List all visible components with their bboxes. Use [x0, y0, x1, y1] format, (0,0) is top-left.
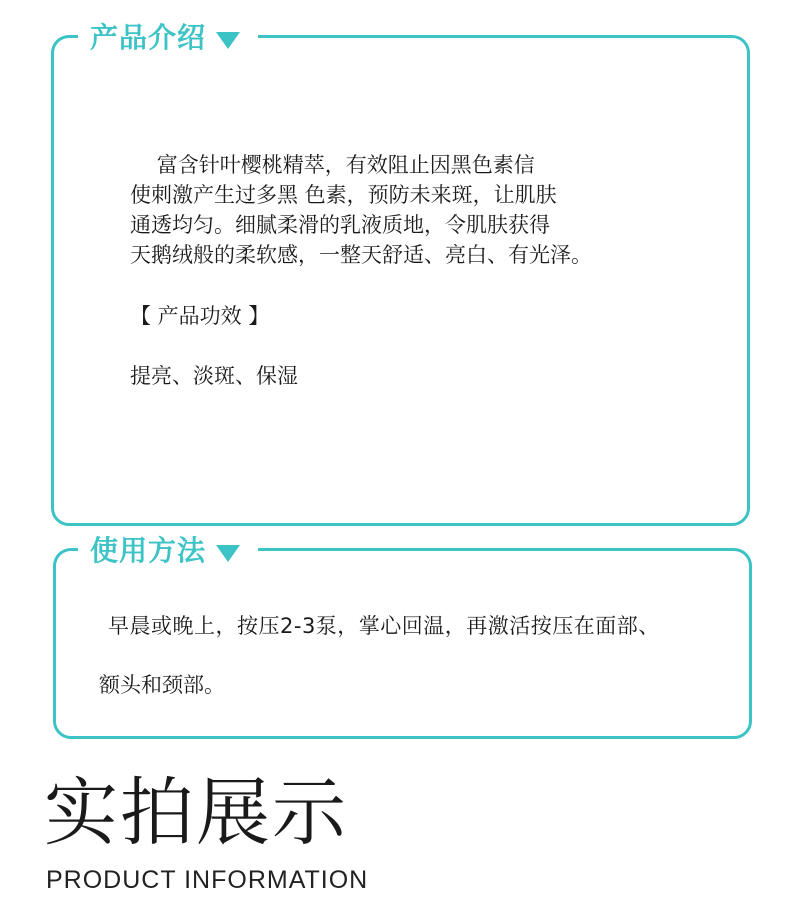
usage-line-2: 额头和颈部。	[99, 673, 225, 697]
showcase-subtitle: PRODUCT INFORMATION	[46, 866, 369, 894]
effect-value: 提亮、淡斑、保湿	[130, 364, 298, 388]
usage-section-header	[78, 531, 258, 571]
intro-line: 天鹅绒般的柔软感，一整天舒适、亮白、有光泽。	[130, 243, 592, 267]
triangle-down-icon	[216, 32, 240, 49]
intro-description	[130, 150, 592, 270]
intro-line: 使刺激产生过多黑 色素，预防未来斑，让肌肤	[130, 183, 557, 207]
usage-frame	[53, 548, 752, 739]
usage-line-1: 早晨或晚上，按压2-3泵，掌心回温，再激活按压在面部、	[108, 614, 660, 638]
intro-line: 通透均匀。细腻柔滑的乳液质地，令肌肤获得	[130, 213, 550, 237]
intro-title: 产品介绍	[90, 21, 207, 54]
intro-frame	[51, 35, 750, 526]
effect-heading: 【 产品功效 】	[130, 304, 270, 328]
intro-section-header	[78, 18, 258, 58]
showcase-title: 实拍展示	[44, 770, 348, 856]
triangle-down-icon	[216, 545, 240, 562]
usage-title: 使用方法	[90, 534, 207, 567]
intro-line: 富含针叶樱桃精萃，有效阻止因黑色素信	[130, 153, 535, 177]
